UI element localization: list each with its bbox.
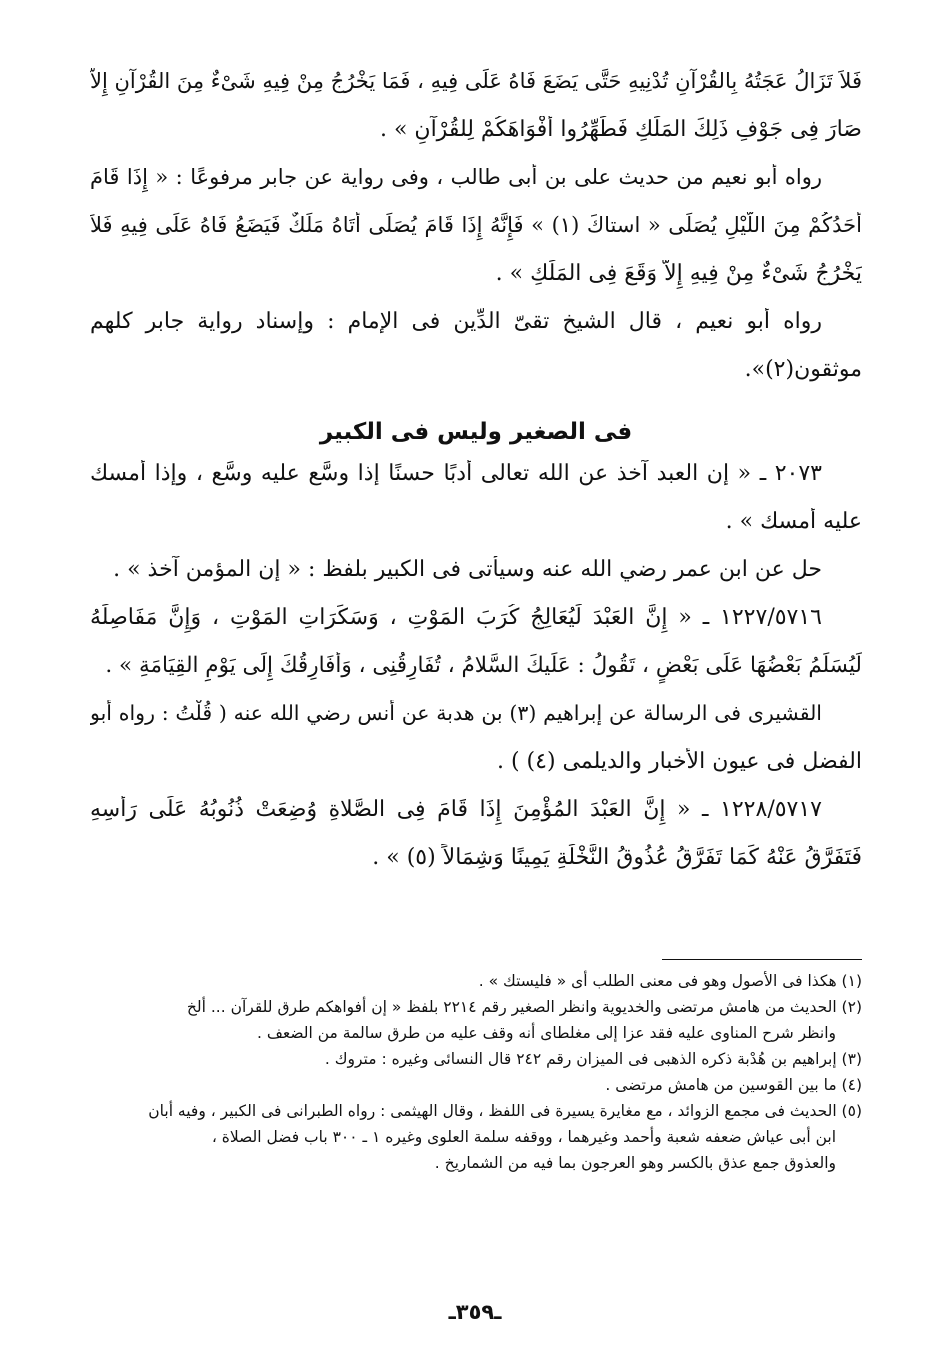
text-line: فَلاَ تَزَالُ عَجَتُهُ بِالقُرْآنِ تُدْنِيهِ حَتَّى يَضَعَ فَاهُ عَلَى فِيهِ ، فَمَا يَخْرُجُ مِنْ فِيهِ شَىْءٌ مِنَ القُرْآنِ إِلاَّ — [90, 69, 862, 93]
footnote-divider — [662, 959, 862, 960]
text-line: رواه أبو نعيم من حديث على بن أبى طالب ، وفى رواية عن جابر مرفوعًا : « إِذَا قَامَ — [90, 165, 822, 189]
footnote-line: (٥) الحديث فى مجمع الزوائد ، مع مغايرة يسيرة فى اللفظ ، وقال الهيثمى : رواه الطبرانى فى الكبير ، وفيه أبان — [148, 1102, 862, 1120]
footnote-line: والعذوق جمع عذق بالكسر وهو العرجون بما فيه من الشماريخ . — [434, 1154, 836, 1172]
footnote-line: (٢) الحديث من هامش مرتضى والخديوية وانظر الصغير رقم ٢٢١٤ بلفظ « إن أفواهكم طرق للقرآن ... ألخ — [186, 998, 862, 1016]
text-line: موثقون(٢)». — [744, 357, 862, 382]
section-heading: فى الصغير وليس فى الكبير — [319, 419, 633, 445]
text-line: صَارَ فِى جَوْفِ ذَلِكَ المَلَكِ فَطَهِّرُوا أَفْوَاهَكُمْ لِلقُرْآنِ » . — [379, 117, 862, 142]
text-line: يَخْرُجُ شَىْءٌ مِنْ فِيهِ إِلاَّ وَقَعَ فِى المَلَكِ » . — [495, 261, 862, 286]
footnote-line: (١) هكذا فى الأصول وهو فى معنى الطلب أى « فليستك » . — [478, 972, 862, 990]
main-text — [90, 68, 862, 892]
footnote-line: (٤) ما بين القوسين من هامش مرتضى . — [605, 1076, 862, 1094]
text-line: ٢٠٧٣ ـ « إن العبد آخذ عن الله تعالى أدبًا حسنًا إذا وسَّع عليه وسَّع ، وإذا أمسك — [90, 461, 822, 486]
text-line: فَتَفَرَّقُ عَنْهُ كَمَا تَفَرَّقُ عُذُوقُ النَّخْلَةِ يَمِينًا وَشِمَالاً (٥) » . — [372, 845, 862, 870]
text-line: الفضل فى عيون الأخبار والديلمى (٤) ) . — [496, 749, 862, 774]
text-line: رواه أبو نعيم ، قال الشيخ تقىّ الدِّين فى الإمام : وإسناد رواية جابر كلهم — [90, 309, 822, 334]
text-line: ١٢٢٨/٥٧١٧ ـ « إِنَّ العَبْدَ المُؤْمِنَ إِذَا قَامَ فِى الصَّلاةِ وُضِعَتْ ذُنُوبُهُ عَلَى رَأْسِهِ — [90, 797, 822, 822]
text-line: ١٢٢٧/٥٧١٦ ـ « إِنَّ العَبْدَ لَيُعَالِجُ كُرَبَ المَوْتِ ، وَسَكَرَاتِ المَوْتِ ، وَإِنَّ مَفَاصِلَهُ — [90, 605, 822, 630]
footnote-line: (٣) إبراهيم بن هُدْبة ذكره الذهبى فى الميزان رقم ٢٤٢ قال النسائى وغيره : متروك . — [324, 1050, 862, 1068]
text-line: حل عن ابن عمر رضي الله عنه وسيأتى فى الكبير بلفظ : « إن المؤمن آخذ » . — [113, 557, 822, 582]
text-line: أَحَدُكُمْ مِنَ اللَّيْلِ يُصَلِّى « استاكَ (١) » فَإِنَّهُ إِذَا قَامَ يُصَلِّى أَتَاهُ مَلَكٌ فَيَضَعُ فَاهُ عَلَى فِيهِ فَلاَ — [90, 213, 862, 237]
footnote-line: ابن أبى عياش ضعفه شعبة وأحمد وغيرهما ، ووقفه سلمة العلوى وغيره ١ ـ ٣٠٠ باب فضل الصلاة ، — [211, 1128, 836, 1146]
footnote-line: وانظر شرح المناوى عليه فقد عزا إلى مغلطاى أنه وقف عليه من طرق سالمة من الضعف . — [256, 1024, 836, 1042]
text-line: عليه أمسك » . — [725, 509, 862, 534]
text-line: القشيرى فى الرسالة عن إبراهيم (٣) بن هدبة عن أنس رضي الله عنه ( قُلْتُ : رواه أبو — [90, 701, 823, 725]
text-line: لَيُسَلِّمُ بَعْضُهَا عَلَى بَعْضٍ ، تَقُولُ : عَلَيكَ السَّلامُ ، تُفَارِقُنِى ، وَأُفَارِقُكَ إِلَى يَوْمِ القِيَامَةِ » . — [105, 653, 862, 678]
footnotes — [90, 968, 862, 1176]
page-number: ـ٣٥٩ـ — [448, 1300, 502, 1324]
